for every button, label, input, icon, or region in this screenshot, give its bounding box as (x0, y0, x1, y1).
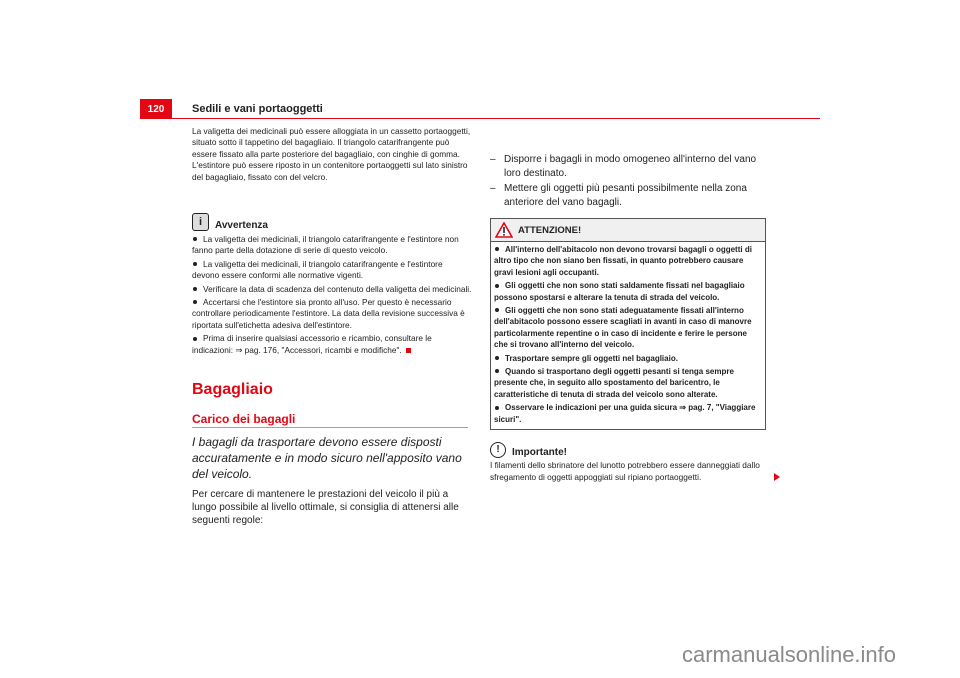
warning-title: ATTENZIONE! (518, 224, 582, 236)
note-title: Avvertenza (215, 220, 268, 232)
section-title: Bagagliaio (192, 381, 273, 399)
body-paragraph: Per cercare di mantenere le prestazioni del veicolo il più a lungo possibile al livello ottimale, si consiglia di attenersi alle seguenti regole: (192, 489, 459, 527)
exclamation-circle-icon: ! (490, 442, 506, 458)
warning-item: Quando si trasportano degli oggetti pesanti si tenga sempre presente che, in seguito allo spostamento del baricentro, le caratteristiche di tenuta di strada del veicolo sono alterate. (494, 367, 734, 399)
warning-item: Trasportare sempre gli oggetti nel bagagliaio. (494, 353, 762, 364)
bullet-icon (193, 237, 197, 241)
end-of-section-icon (406, 348, 411, 353)
note-item: La valigetta dei medicinali, il triangolo catarifrangente e l'estintore non fanno parte della dotazione di serie di questo veicolo. (192, 234, 459, 256)
bullet-icon (495, 356, 499, 360)
bullet-icon (193, 337, 197, 341)
bullet-icon (495, 247, 499, 251)
bullet-icon (495, 369, 499, 373)
note-item: Accertarsi che l'estintore sia pronto all'uso. Per questo è necessario controllare periodicamente l'estintore. La data della revisione successiva è riportata sull'etichetta adesiva dell'estintore. (192, 297, 465, 330)
note-header (192, 213, 472, 231)
running-header-title: Sedili e vani portaoggetti (192, 103, 323, 115)
important-header (490, 442, 766, 458)
bullet-icon (193, 300, 197, 304)
header-rule (140, 118, 820, 119)
left-column (192, 126, 472, 527)
step-item: – Disporre i bagagli in modo omogeneo all'interno del vano loro destinato. (490, 154, 757, 179)
important-title: Importante! (512, 447, 567, 459)
warning-header (491, 219, 765, 242)
bullet-icon (495, 308, 499, 312)
warning-item: All'interno dell'abitacolo non devono trovarsi bagagli o oggetti di altro tipo che non siano ben fissati, in quanto potrebbero causare gravi lesioni agli occupanti. (494, 245, 752, 277)
bullet-icon (495, 284, 499, 288)
subsection-rule (192, 427, 468, 428)
bullet-icon (495, 406, 499, 410)
intro-paragraph: La valigetta dei medicinali può essere alloggiata in un cassetto portaoggetti, situato sotto il tappetino del bagagliaio. Il triangolo catarifrangente può essere fissato alla parte posteriore del bagagliaio, con cinghie di gomma. L'estintore può essere riposto in un contenitore portaoggetti sul lato sinistro del bagagliaio, fissato con del velcro. (192, 126, 471, 182)
note-item: La valigetta dei medicinali, il triangolo catarifrangente e l'estintore devono essere conformi alle normative vigenti. (192, 258, 443, 281)
note-list (192, 234, 472, 356)
steps-list (490, 153, 766, 210)
warning-box (490, 218, 766, 430)
bullet-icon (193, 262, 197, 266)
lead-text: I bagagli da trasportare devono essere disposti accuratamente e in modo sicuro nell'apposito vano del veicolo. (192, 435, 462, 482)
subsection-title: Carico dei bagagli (192, 412, 296, 427)
continue-arrow-icon (774, 473, 780, 481)
step-item: – Mettere gli oggetti più pesanti possibilmente nella zona anteriore del vano bagagli. (490, 183, 747, 208)
bullet-icon (193, 287, 197, 291)
important-text: I filamenti dello sbrinatore del lunotto potrebbero essere danneggiati dallo sfregamento di oggetti appoggiati sul ripiano portaoggetti. (490, 460, 760, 482)
info-icon: i (192, 213, 209, 231)
warning-triangle-icon (495, 222, 513, 238)
watermark: carmanualsonline.info (682, 642, 897, 667)
note-item: Prima di inserire qualsiasi accessorio e ricambio, consultare le indicazioni: ⇒ pag. 176, "Accessori, ricambi e modifiche". (192, 333, 432, 355)
warning-item: Gli oggetti che non sono stati saldamente fissati nel bagagliaio possono spostarsi e alterare la tenuta di strada del veicolo. (494, 281, 745, 302)
warning-list (491, 242, 765, 429)
warning-item: Gli oggetti che non sono stati adeguatamente fissati all'interno dell'abitacolo possono essere scagliati in avanti in caso di manovre particolarmente repentine o in caso di incidente e ferire le persone che si trovano all'interno del veicolo. (494, 306, 752, 350)
warning-item: Osservare le indicazioni per una guida sicura ⇒ pag. 7, "Viaggiare sicuri". (494, 403, 756, 424)
right-column (490, 153, 766, 483)
page-number: 120 (140, 99, 172, 118)
note-item: Verificare la data di scadenza del contenuto della valigetta dei medicinali. (192, 284, 472, 295)
